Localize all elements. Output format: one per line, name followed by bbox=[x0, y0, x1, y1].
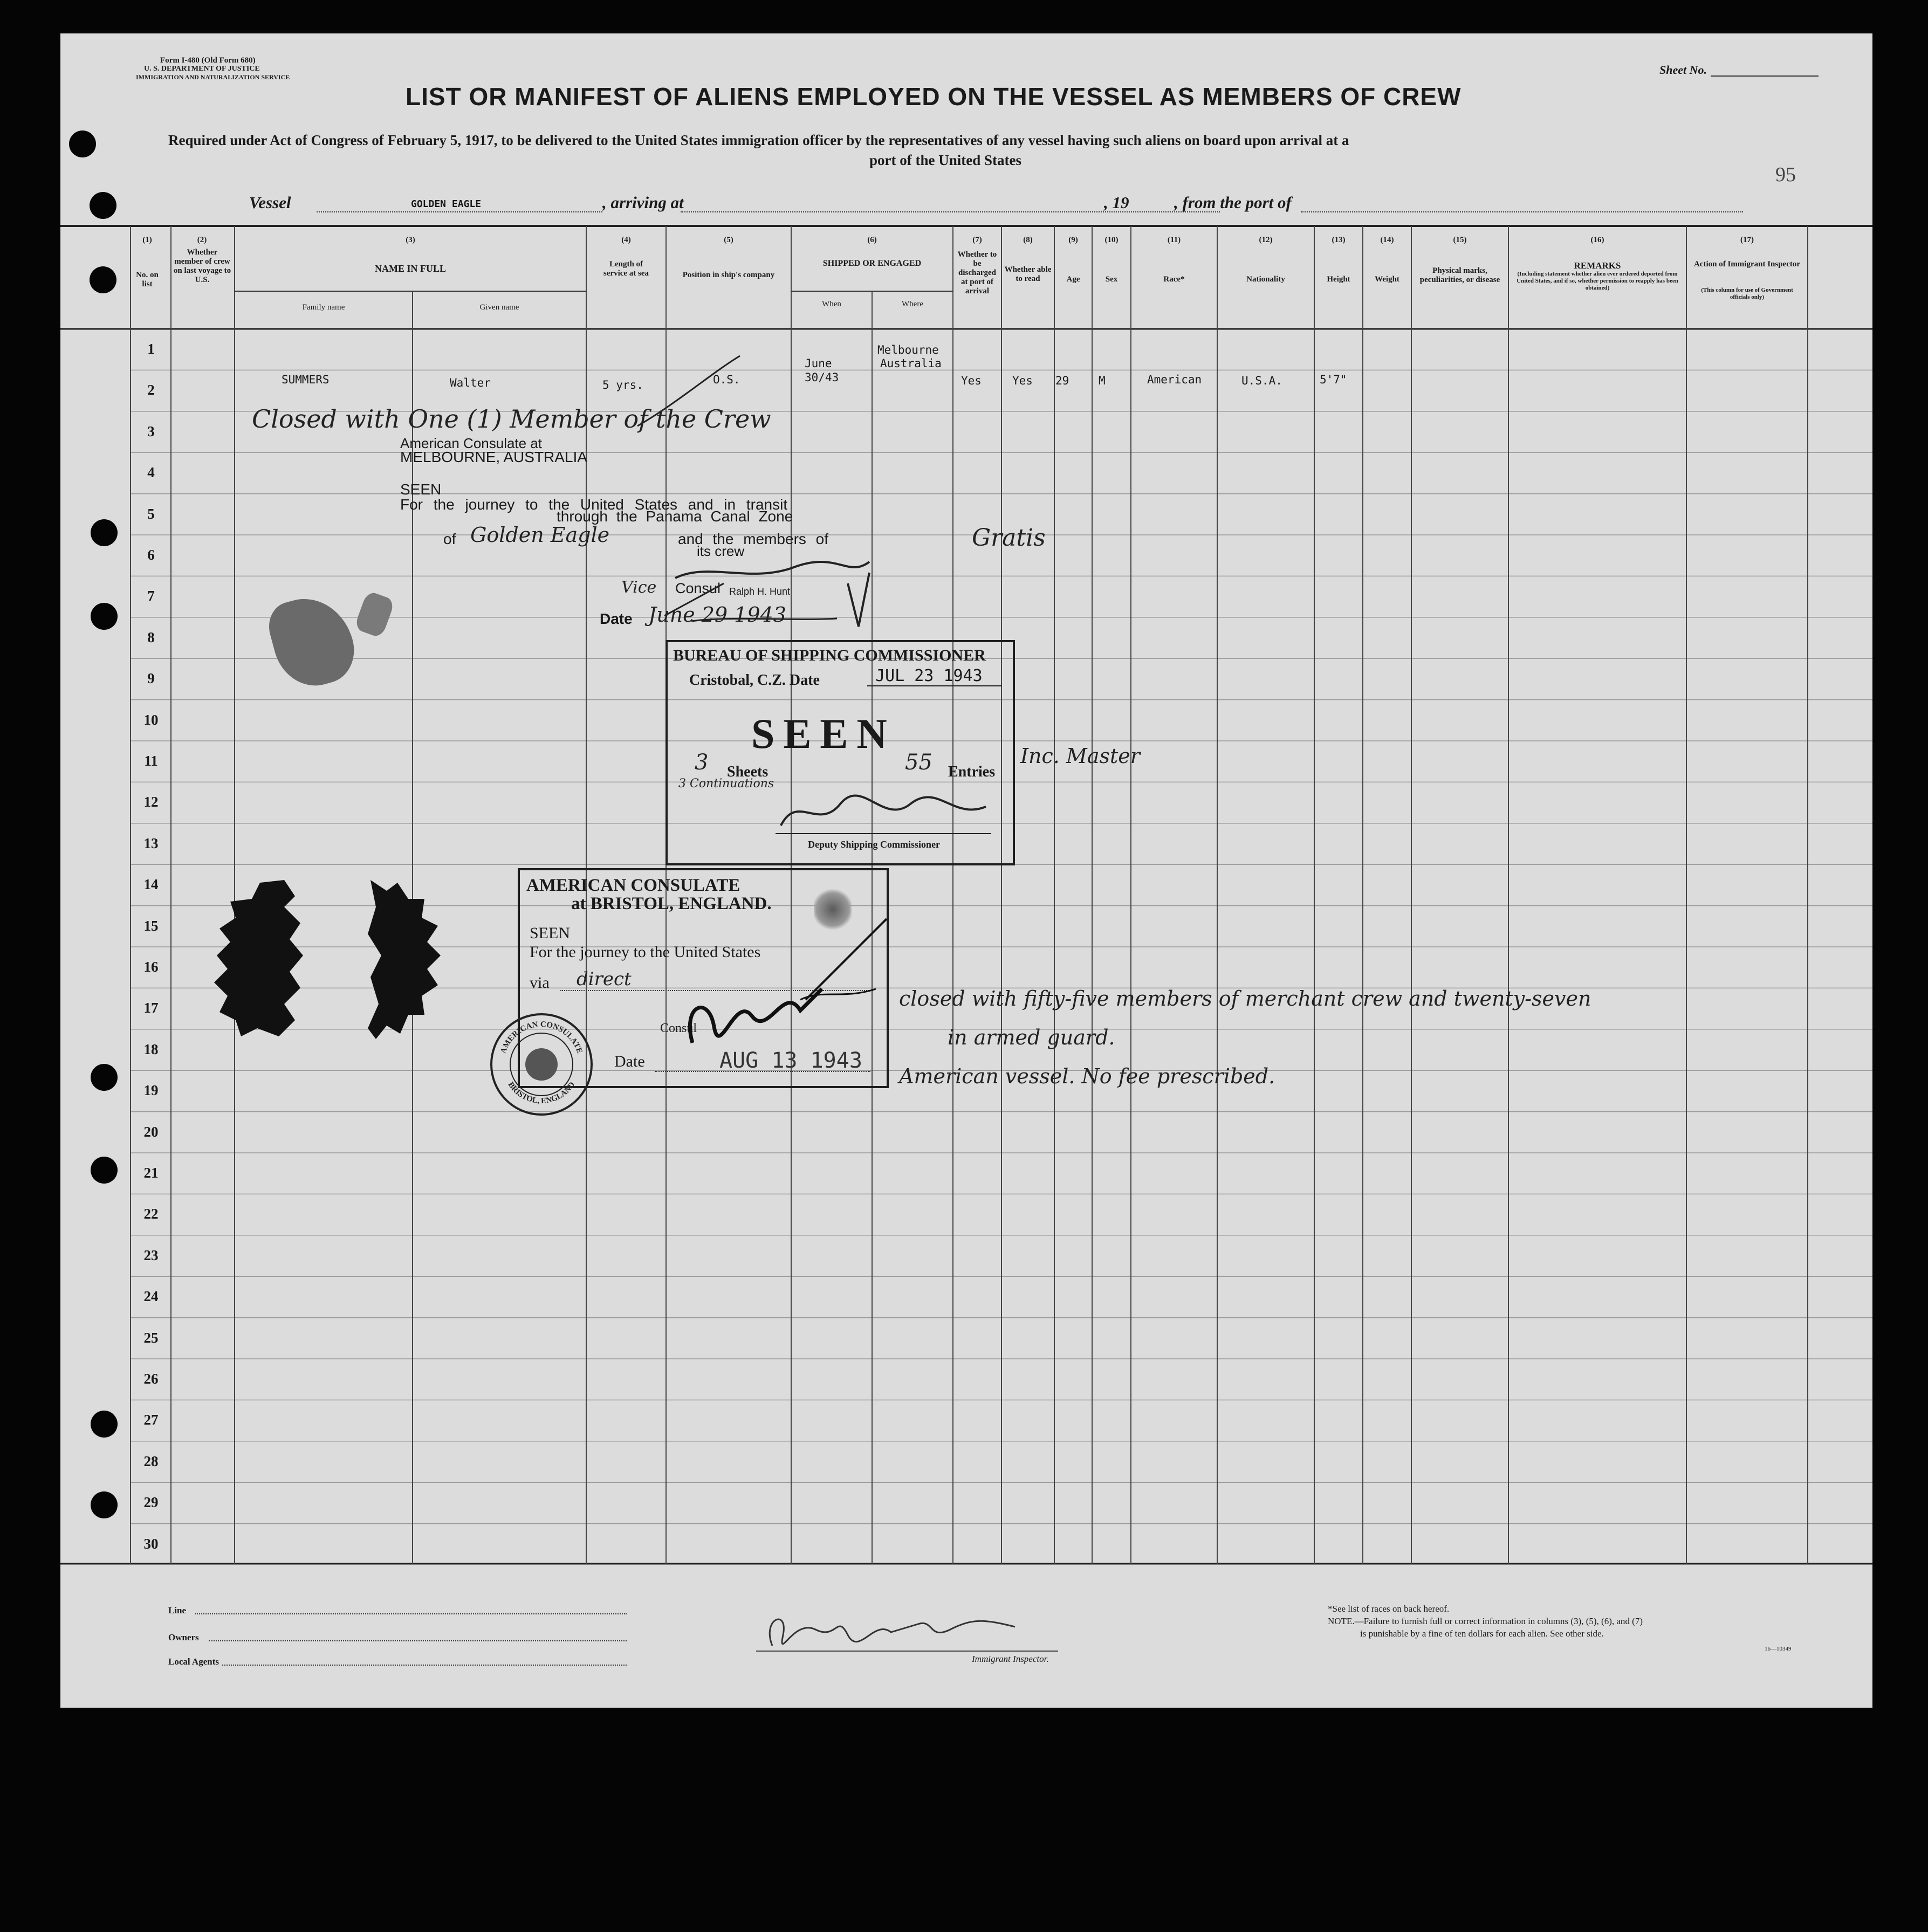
row-number: 2 bbox=[147, 382, 155, 398]
col-14-num: (14) bbox=[1380, 236, 1394, 244]
handwritten-inc-master: Inc. Master bbox=[1020, 744, 1140, 768]
entry-discharged: Yes bbox=[961, 374, 982, 387]
row-number: 1 bbox=[147, 341, 155, 357]
punch-hole bbox=[91, 1411, 118, 1438]
entry-read: Yes bbox=[1012, 374, 1033, 387]
melbourne-l1: American Consulate at bbox=[400, 435, 543, 451]
when-header: When bbox=[822, 300, 841, 308]
melbourne-date-label: Date bbox=[600, 610, 633, 627]
entry-age: 29 bbox=[1055, 374, 1069, 387]
manifest-page bbox=[60, 33, 1872, 1708]
cristobal-date: JUL 23 1943 bbox=[875, 666, 983, 685]
bristol-date: AUG 13 1943 bbox=[719, 1048, 862, 1073]
melbourne-consul-name: Ralph H. Hunt bbox=[729, 586, 791, 597]
footer-line-label: Line bbox=[168, 1605, 187, 1615]
melbourne-consul-pre: Vice bbox=[621, 578, 657, 597]
bristol-l3: SEEN bbox=[530, 924, 570, 942]
col-13-num: (13) bbox=[1332, 236, 1346, 244]
melbourne-l3: SEEN bbox=[400, 481, 442, 498]
subtitle-1: Required under Act of Congress of February 5, 1917, to be delivered to the United States immigration officer by the representatives of any vessel having such aliens on board upon arrival at a bbox=[168, 132, 1349, 148]
col-12-num: (12) bbox=[1259, 236, 1273, 244]
bristol-via-value: direct bbox=[577, 968, 632, 990]
col-2-label: Whether member of crew on last voyage to U.S. bbox=[173, 248, 231, 284]
handwritten-closed-55-1: closed with fifty-five members of merchant crew and twenty-seven bbox=[899, 987, 1591, 1010]
row-number: 29 bbox=[143, 1494, 159, 1511]
handwritten-closed-one: Closed with One (1) Member of the Crew bbox=[252, 404, 771, 434]
cristobal-title: Deputy Shipping Commissioner bbox=[808, 839, 941, 850]
entry-family-name: SUMMERS bbox=[282, 373, 330, 386]
entry-where-2: Australia bbox=[880, 357, 942, 370]
row-number: 3 bbox=[147, 423, 155, 439]
remarks-note: (Including statement whether alien ever ordered deported from United States, and if so, whether permission to reapply has been obtained) bbox=[1517, 271, 1678, 291]
row-number: 27 bbox=[143, 1412, 159, 1428]
handwritten-no-fee: American vessel. No fee prescribed. bbox=[899, 1064, 1275, 1088]
col-17-num: (17) bbox=[1740, 236, 1754, 244]
melbourne-ship: Golden Eagle bbox=[470, 523, 610, 547]
cristobal-signature bbox=[776, 788, 991, 836]
col-7-num: (7) bbox=[972, 236, 982, 244]
row-number: 18 bbox=[143, 1041, 159, 1057]
col-10-label: Sex bbox=[1105, 275, 1118, 284]
col-6-num: (6) bbox=[867, 236, 877, 244]
punch-hole bbox=[91, 1064, 118, 1091]
entry-height: 5'7" bbox=[1320, 373, 1347, 386]
row-number: 26 bbox=[143, 1371, 159, 1387]
footer-line-dots bbox=[195, 1613, 627, 1614]
row-number: 7 bbox=[147, 588, 155, 604]
form-number: Form I-480 (Old Form 680) bbox=[160, 56, 256, 65]
col-2-num: (2) bbox=[197, 236, 207, 244]
cristobal-entries: Entries bbox=[948, 764, 996, 780]
entry-race: American bbox=[1147, 373, 1202, 386]
footer-note-1: *See list of races on back hereof. bbox=[1328, 1604, 1450, 1614]
department: U. S. DEPARTMENT OF JUSTICE bbox=[144, 65, 260, 73]
punch-hole bbox=[91, 519, 118, 546]
page-number: 95 bbox=[1775, 163, 1796, 186]
melbourne-consul: Consul bbox=[675, 580, 721, 596]
punch-hole bbox=[91, 603, 118, 630]
entry-given-name: Walter bbox=[450, 376, 491, 389]
bristol-date-label: Date bbox=[614, 1053, 645, 1070]
melbourne-l7: its crew bbox=[697, 543, 745, 559]
entry-position: O.S. bbox=[713, 373, 740, 386]
entry-where-1: Melbourne bbox=[877, 343, 939, 356]
col-11-num: (11) bbox=[1167, 236, 1181, 244]
entry-when-1: June bbox=[805, 357, 832, 370]
melbourne-l2: MELBOURNE, AUSTRALIA bbox=[400, 449, 587, 465]
cristobal-stamp bbox=[665, 640, 1015, 865]
col-4-label: Length of service at sea bbox=[603, 260, 649, 278]
row-number: 6 bbox=[147, 547, 155, 563]
cristobal-l1: BUREAU OF SHIPPING COMMISSIONER bbox=[673, 647, 986, 664]
footer-note-2: NOTE.—Failure to furnish full or correct information in columns (3), (5), (6), and (7) bbox=[1328, 1616, 1643, 1626]
col-15-label: Physical marks, peculiarities, or disease bbox=[1419, 266, 1500, 284]
col-1-num: (1) bbox=[142, 236, 152, 244]
col-9-num: (9) bbox=[1068, 236, 1078, 244]
wax-seal-right bbox=[354, 875, 446, 1047]
service-name: IMMIGRATION AND NATURALIZATION SERVICE bbox=[136, 73, 290, 81]
col-7-label: Whether to be discharged at port of arrival bbox=[957, 250, 997, 295]
bristol-via: via bbox=[530, 974, 550, 992]
footer-code: 16—10349 bbox=[1765, 1646, 1792, 1652]
row-number: 28 bbox=[143, 1453, 159, 1469]
row-number: 10 bbox=[143, 711, 159, 728]
service-strikethrough bbox=[632, 350, 751, 431]
vessel-name: GOLDEN EAGLE bbox=[411, 198, 482, 210]
col-4-num: (4) bbox=[621, 236, 631, 244]
footer-agents-dots bbox=[222, 1665, 627, 1666]
row-number: 24 bbox=[143, 1288, 159, 1305]
col-13-label: Height bbox=[1327, 275, 1350, 284]
cristobal-sheets-num: 3 bbox=[695, 750, 709, 775]
cristobal-cont: 3 Continuations bbox=[678, 777, 774, 790]
inspector-signature bbox=[756, 1597, 1058, 1662]
bristol-l1: AMERICAN CONSULATE bbox=[526, 876, 740, 895]
row-number: 30 bbox=[143, 1535, 159, 1552]
punch-hole bbox=[90, 266, 116, 293]
vessel-label: Vessel bbox=[249, 193, 291, 212]
row-number: 15 bbox=[143, 917, 159, 934]
entry-sex: M bbox=[1099, 374, 1106, 387]
col-17-label: Action of Immigrant Inspector bbox=[1693, 260, 1801, 269]
cristobal-sheets: Sheets bbox=[727, 764, 769, 780]
row-number: 19 bbox=[143, 1082, 159, 1099]
cristobal-seen: SEEN bbox=[751, 710, 896, 757]
col-10-num: (10) bbox=[1104, 236, 1119, 244]
bristol-signature bbox=[660, 908, 887, 1081]
footer-owners-label: Owners bbox=[168, 1632, 199, 1642]
melbourne-date: June 29 1943 bbox=[648, 603, 786, 627]
from-label: , from the port of bbox=[1174, 193, 1292, 212]
row-number: 17 bbox=[143, 1000, 159, 1016]
bristol-l4: For the journey to the United States bbox=[530, 943, 761, 961]
row-number: 9 bbox=[147, 670, 155, 687]
melbourne-l4: For the journey to the United States and in transit bbox=[400, 496, 788, 513]
entry-service: 5 yrs. bbox=[602, 379, 643, 391]
cristobal-date-line bbox=[867, 685, 1002, 686]
row-number: 21 bbox=[143, 1165, 159, 1181]
row-number: 25 bbox=[143, 1329, 159, 1346]
entry-nationality: U.S.A. bbox=[1241, 374, 1282, 387]
col-8-label: Whether able to read bbox=[1004, 265, 1052, 283]
col-3-label: NAME IN FULL bbox=[374, 263, 446, 274]
subtitle-2: port of the United States bbox=[869, 152, 1021, 168]
seal-top-text: AMERICAN CONSULATE bbox=[499, 1020, 584, 1055]
col-8-num: (8) bbox=[1023, 236, 1033, 244]
cristobal-l2: Cristobal, C.Z. Date bbox=[689, 672, 820, 689]
action-note: (This column for use of Government officials only) bbox=[1701, 287, 1793, 300]
inspector-label: Immigrant Inspector. bbox=[972, 1654, 1049, 1664]
col-1-label: No. on list bbox=[136, 271, 159, 288]
bristol-consul: Consul bbox=[660, 1021, 697, 1035]
row-number: 12 bbox=[143, 794, 159, 810]
col-16-label: REMARKS bbox=[1574, 260, 1621, 271]
col-16-num: (16) bbox=[1590, 236, 1604, 244]
punch-hole bbox=[91, 1491, 118, 1518]
punch-hole bbox=[91, 1157, 118, 1184]
given-name-header: Given name bbox=[479, 303, 519, 312]
col-15-num: (15) bbox=[1453, 236, 1467, 244]
melbourne-of: of bbox=[443, 531, 456, 547]
row-number: 23 bbox=[143, 1247, 159, 1263]
footer-owners-dots bbox=[209, 1640, 627, 1641]
col-5-num: (5) bbox=[724, 236, 733, 244]
col-12-label: Nationality bbox=[1246, 275, 1285, 284]
row-number: 13 bbox=[143, 835, 159, 851]
punch-hole bbox=[69, 130, 96, 157]
bristol-smudge bbox=[814, 886, 852, 932]
col-3-num: (3) bbox=[406, 236, 415, 244]
melbourne-l5: through the Panama Canal Zone bbox=[557, 508, 793, 525]
row-number: 16 bbox=[143, 959, 159, 975]
entry-when-2: 30/43 bbox=[805, 371, 839, 384]
row-number: 8 bbox=[147, 629, 155, 645]
row-number: 5 bbox=[147, 505, 155, 522]
melbourne-signature bbox=[643, 551, 896, 648]
punch-hole bbox=[90, 192, 116, 219]
col-6-label: SHIPPED OR ENGAGED bbox=[822, 259, 922, 268]
row-number: 14 bbox=[143, 876, 159, 893]
handwritten-gratis: Gratis bbox=[972, 524, 1046, 552]
cristobal-entries-num: 55 bbox=[905, 750, 932, 775]
row-number: 4 bbox=[147, 464, 155, 481]
col-5-label: Position in ship's company bbox=[682, 271, 775, 279]
row-number: 11 bbox=[144, 753, 158, 769]
where-header: Where bbox=[902, 300, 923, 308]
year-label: , 19 bbox=[1104, 193, 1129, 212]
footer-note-3: is punishable by a fine of ten dollars for each alien. See other side. bbox=[1360, 1628, 1604, 1639]
row-number: 22 bbox=[143, 1206, 159, 1222]
col-9-label: Age bbox=[1066, 275, 1080, 284]
handwritten-closed-55-2: in armed guard. bbox=[948, 1026, 1115, 1049]
seal-bottom-text: BRISTOL, ENGLAND bbox=[506, 1080, 577, 1106]
col-14-label: Weight bbox=[1375, 275, 1399, 284]
consulate-seal bbox=[488, 1010, 595, 1118]
page-title: LIST OR MANIFEST OF ALIENS EMPLOYED ON THE VESSEL AS MEMBERS OF CREW bbox=[406, 82, 1462, 111]
wax-seal-left bbox=[214, 875, 311, 1047]
row-number: 20 bbox=[143, 1123, 159, 1140]
arriving-label: , arriving at bbox=[602, 193, 684, 212]
footer-agents-label: Local Agents bbox=[168, 1656, 219, 1667]
col-11-label: Race* bbox=[1163, 275, 1185, 284]
bristol-l2: at BRISTOL, ENGLAND. bbox=[571, 894, 772, 913]
sheet-label: Sheet No. bbox=[1659, 63, 1707, 77]
melbourne-l6: and the members of bbox=[678, 531, 829, 547]
family-name-header: Family name bbox=[302, 303, 345, 312]
